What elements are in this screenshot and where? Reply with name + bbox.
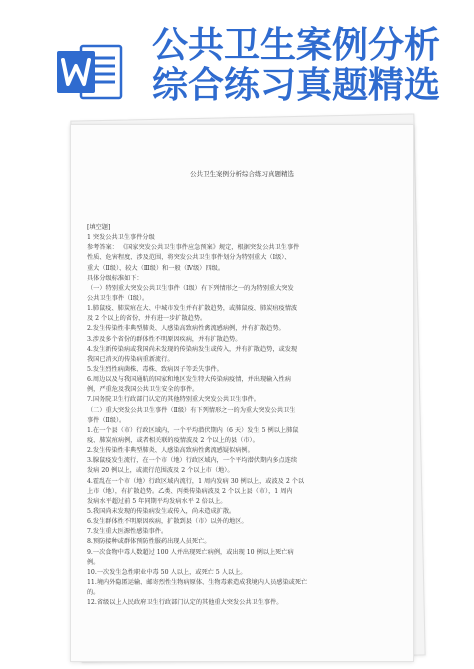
document-line: 6.发生群体性不明原因疾病，扩散到县（市）以外的地区。 <box>87 518 248 526</box>
document-title: 公共卫生案例分析综合练习真题精选 <box>190 170 294 178</box>
document-line: 7.发生重大医源性感染事件。 <box>87 528 168 536</box>
document-line: 具体分级标准如下： <box>87 274 143 282</box>
document-line: 5.我国尚未发现的传染病发生或传入，尚未造成扩散。 <box>87 507 236 515</box>
document-line: 1.在一个县（市）行政区域内，一个平均潜伏期内（6 天）发生 5 例以上肺鼠 <box>87 426 299 434</box>
document-line: 重大（Ⅱ级）、较大（Ⅲ级）和一般（Ⅳ级）四级。 <box>87 264 225 272</box>
document-line: 4.发生新传染病或我国尚未发现的传染病发生或传入，并有扩散趋势，或发现 <box>87 345 298 353</box>
document-line: 事件（Ⅱ级）。 <box>87 416 126 424</box>
document-line: 9.一次食物中毒人数超过 100 人并出现死亡病例，或出现 10 例以上死亡病 <box>87 548 294 556</box>
banner-header <box>0 0 474 115</box>
document-line: 公共卫生事件（Ⅰ级）。 <box>87 294 149 302</box>
document-line: 7.国务院卫生行政部门认定的其他特别重大突发公共卫生事件。 <box>87 396 260 404</box>
document-line: 及 2 个以上的省份，并有进一步扩散趋势。 <box>87 315 207 323</box>
document-line: 发病水平超过前 5 年同期平均发病水平 2 倍以上。 <box>87 497 227 505</box>
word-document-icon <box>55 42 125 102</box>
document-line: 3.腺鼠疫发生流行，在一个市（地）行政区域内，一个平均潜伏期内多点连续 <box>87 457 298 465</box>
document-line: 参考答案： 《国家突发公共卫生事件应急预案》规定，根据突发公共卫生事件 <box>87 244 300 252</box>
document-line: 例。 <box>87 558 100 566</box>
document-line: 上市（地），有扩散趋势。乙类、丙类传染病波及 2 个以上县（市），1 周内 <box>87 487 293 495</box>
document-line: 12.省级以上人民政府卫生行政部门认定的其他重大突发公共卫生事件。 <box>87 599 283 607</box>
document-line: 例，严重危及我国公共卫生安全的事件。 <box>87 386 199 394</box>
document-body <box>87 223 407 608</box>
document-line: 性质、危害程度、涉及范围，将突发公共卫生事件划分为特别重大（Ⅰ级）、 <box>87 254 291 262</box>
document-line: 6.周边以及与我国通航的国家和地区发生特大传染病疫情，并出现输入性病 <box>87 376 291 384</box>
document-line: 10.一次发生急性职业中毒 50 人以上，或死亡 5 人以上。 <box>87 568 247 576</box>
document-line: 5.发生烈性病菌株、毒株、致病因子等丢失事件。 <box>87 365 223 373</box>
document-line: [填空题] <box>87 224 111 231</box>
document-line: （一）特别重大突发公共卫生事件（Ⅰ级）有下列情形之一的为特别重大突发 <box>87 284 294 292</box>
document-line: 2.发生传染性非典型肺炎、人感染高致病性禽流感病例，并有扩散趋势。 <box>87 325 285 333</box>
document-line: 1.肺鼠疫、肺炭疽在大、中城市发生并有扩散趋势，或肺鼠疫、肺炭疽疫情波 <box>87 305 298 313</box>
document-page <box>70 124 414 662</box>
document-line: 1 突发公共卫生事件分级 <box>87 234 155 242</box>
banner-title-line-1: 公共卫生案例分析 <box>152 25 441 66</box>
document-line: （二）重大突发公共卫生事件（Ⅱ级）有下列情形之一的为重大突发公共卫生 <box>87 406 296 414</box>
document-line: 8.预防接种或群体预防性服药出现人员死亡。 <box>87 538 211 546</box>
document-line: 的。 <box>87 589 100 597</box>
document-line: 3.涉及多个省份的群体性不明原因疾病，并有扩散趋势。 <box>87 335 242 343</box>
document-line: 2.发生传染性非典型肺炎、人感染高致病性禽流感疑似病例。 <box>87 447 254 455</box>
document-line: 疫、肺炭疽病例，或者相关联的疫情波及 2 个以上的县（市）。 <box>87 436 259 444</box>
banner-title-line-2: 综合练习真题精选 <box>152 65 441 106</box>
document-line: 发病 20 例以上，或流行范围波及 2 个以上市（地）。 <box>87 467 234 475</box>
document-line: 11.境内外隐匿运输、邮寄烈性生物病原体、生物毒素造成我境内人员感染或死亡 <box>87 578 308 586</box>
document-line: 4.霍乱在一个市（地）行政区域内流行，1 周内发病 30 例以上，或波及 2 个以 <box>87 477 305 485</box>
document-line: 我国已消灭的传染病重新流行。 <box>87 355 174 363</box>
